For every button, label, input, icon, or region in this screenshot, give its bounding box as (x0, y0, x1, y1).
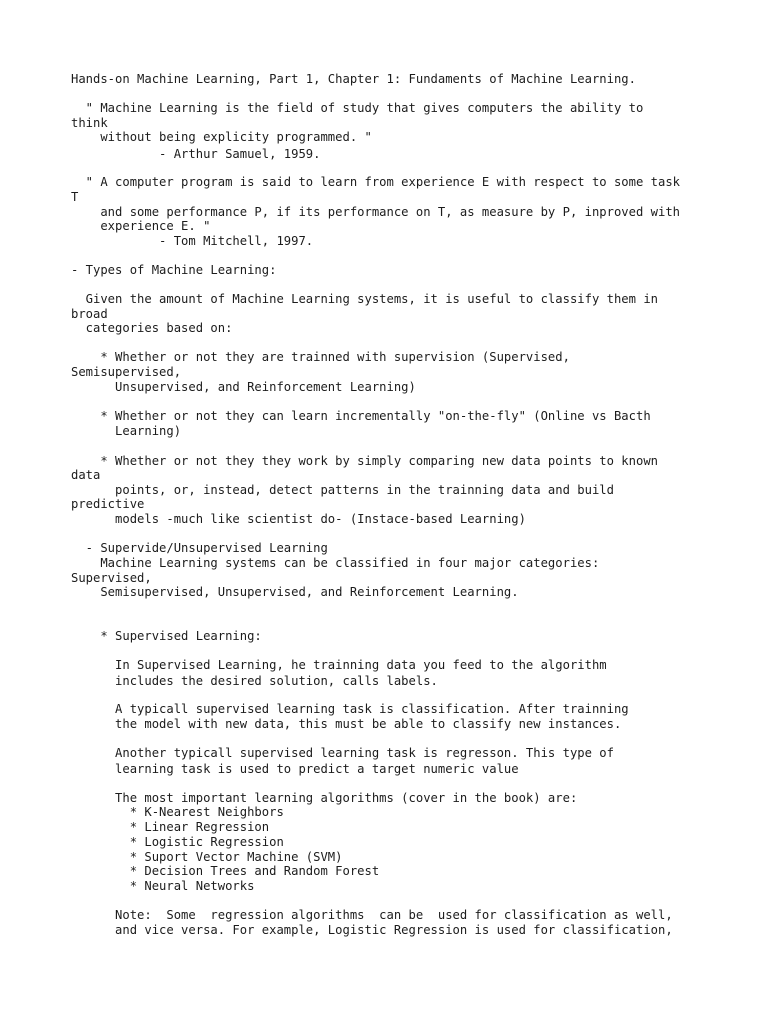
document-line: categories based on: (71, 321, 233, 335)
document-line: and vice versa. For example, Logistic Regression is used for classification, (71, 923, 673, 937)
document-line: Another typicall supervised learning task is regresson. This type of (71, 746, 614, 760)
document-line: * Whether or not they they work by simply comparing new data points to known (71, 454, 658, 468)
document-line: * K-Nearest Neighbors (71, 805, 284, 819)
document-line: A typicall supervised learning task is classification. After trainning (71, 702, 629, 716)
document-line: predictive (71, 497, 145, 511)
document-line: " Machine Learning is the field of study that gives computers the ability to (71, 101, 644, 115)
document-line: and some performance P, if its performance on T, as measure by P, inproved with (71, 205, 681, 219)
document-line: points, or, instead, detect patterns in the trainning data and build (71, 483, 614, 497)
document-line: Semisupervised, (71, 365, 182, 379)
document-line: * Whether or not they can learn incrementally "on-the-fly" (Online vs Bacth (71, 409, 651, 423)
document-line: learning task is used to predict a target numeric value (71, 762, 519, 776)
document-line: - Types of Machine Learning: (71, 263, 277, 277)
document-line: T (71, 190, 79, 204)
document-line: - Supervide/Unsupervised Learning (71, 541, 328, 555)
document-line: - Tom Mitchell, 1997. (71, 234, 314, 248)
document-line: Supervised, (71, 571, 152, 585)
document-line: * Whether or not they are trainned with supervision (Supervised, (71, 350, 570, 364)
document-line: the model with new data, this must be able to classify new instances. (71, 717, 622, 731)
document-line: * Neural Networks (71, 879, 255, 893)
document-line: without being explicity programmed. " (71, 130, 372, 144)
document-line: - Arthur Samuel, 1959. (71, 147, 321, 161)
document-line: Machine Learning systems can be classified in four major categories: (71, 556, 600, 570)
document-line: includes the desired solution, calls labels. (71, 674, 438, 688)
document-line: broad (71, 307, 108, 321)
document-line: Note: Some regression algorithms can be used for classification as well, (71, 908, 673, 922)
document-line: models -much like scientist do- (Instace-based Learning) (71, 512, 526, 526)
document-line: The most important learning algorithms (cover in the book) are: (71, 791, 578, 805)
document-line: " A computer program is said to learn from experience E with respect to some task (71, 175, 681, 189)
document-line: * Supervised Learning: (71, 629, 262, 643)
document-line: Unsupervised, and Reinforcement Learning) (71, 380, 416, 394)
document-line: data (71, 468, 101, 482)
document-line: Learning) (71, 424, 182, 438)
document-line: Semisupervised, Unsupervised, and Reinforcement Learning. (71, 585, 519, 599)
document-line: In Supervised Learning, he trainning data you feed to the algorithm (71, 658, 607, 672)
document-line: * Decision Trees and Random Forest (71, 864, 380, 878)
document-line: Hands-on Machine Learning, Part 1, Chapter 1: Fundaments of Machine Learning. (71, 72, 636, 86)
document-line: * Suport Vector Machine (SVM) (71, 850, 343, 864)
document-line: experience E. " (71, 219, 211, 233)
document-line: think (71, 116, 108, 130)
document-line: Given the amount of Machine Learning systems, it is useful to classify them in (71, 292, 658, 306)
document-line: * Linear Regression (71, 820, 270, 834)
document-line: * Logistic Regression (71, 835, 284, 849)
